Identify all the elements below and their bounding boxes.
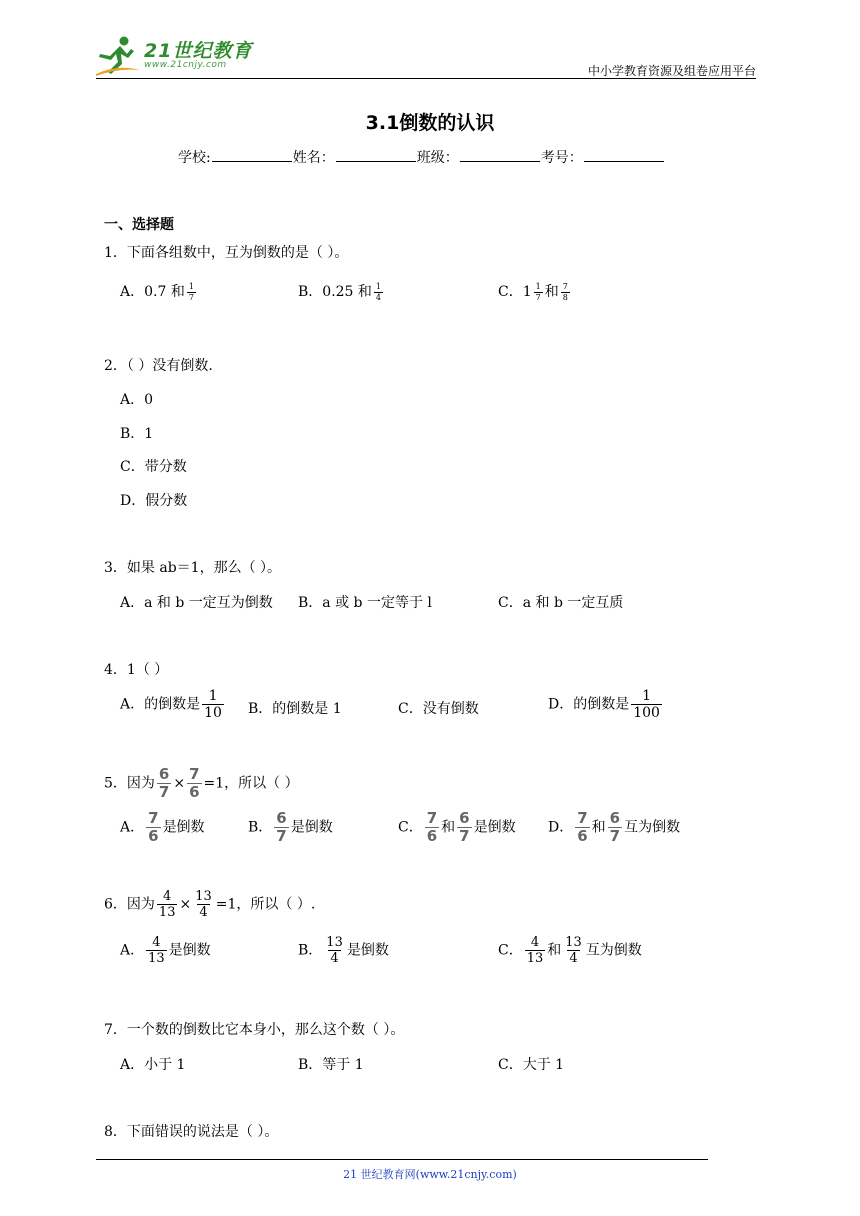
q6-option-c[interactable] [498, 936, 642, 965]
numerator: 7 [562, 281, 568, 291]
numerator: 7 [189, 765, 200, 783]
numerator: 1 [535, 281, 541, 291]
denominator: 13 [158, 905, 176, 920]
numerator: 4 [163, 889, 172, 904]
q6-b-text: 是倒数 [346, 942, 389, 959]
q6-stem-pre: 6．因为 [104, 896, 155, 913]
q6-c-and: 和 [547, 942, 562, 959]
q2-option-d[interactable]: D．假分数 [120, 493, 188, 509]
numerator: 13 [195, 889, 212, 904]
numerator: 1 [188, 281, 194, 291]
q5-fraction-1 [157, 767, 171, 800]
denominator: 6 [426, 827, 438, 845]
q6-c-text: 互为倒数 [585, 942, 642, 959]
denominator: 6 [189, 783, 200, 801]
numerator: 13 [565, 935, 582, 950]
numerator: 6 [459, 809, 470, 827]
denominator: 7 [535, 292, 541, 302]
q6-a-text: 是倒数 [168, 942, 211, 959]
name-label: 姓名： [292, 150, 335, 166]
q7-option-a[interactable]: A．小于 1 [120, 1057, 186, 1073]
q4-option-b[interactable]: B．的倒数是 1 [248, 701, 342, 717]
option-letter: A． [120, 942, 145, 959]
question-1-stem: 1．下面各组数中，互为倒数的是（ ）。 [104, 245, 349, 261]
footer-divider [96, 1159, 708, 1160]
question-8-stem: 8．下面错误的说法是（ ）。 [104, 1124, 279, 1140]
platform-label: 中小学教育资源及组卷应用平台 [587, 64, 756, 78]
q1-c-fraction-1 [534, 283, 543, 302]
q1-b-text: B．0.25 和 [298, 284, 372, 300]
numerator: 6 [276, 809, 287, 827]
q3-option-a[interactable]: A．a 和 b 一定互为倒数 [120, 595, 273, 611]
class-label: 班级： [416, 150, 459, 166]
denominator: 13 [148, 951, 165, 966]
q1-c-fraction-2 [561, 283, 570, 302]
q1-b-fraction [374, 283, 383, 302]
logo-url: www.21cnjy.com [144, 60, 227, 70]
numerator: 7 [148, 809, 159, 827]
q6-stem-post: =1，所以（ ）. [215, 896, 316, 913]
q4-option-c[interactable]: C．没有倒数 [398, 701, 479, 717]
q5-c-text: 是倒数 [473, 819, 516, 836]
numerator: 6 [158, 765, 170, 783]
q1-c-whole: 1 [522, 284, 532, 300]
q5-d-fraction-1 [575, 811, 589, 844]
q4-a-text: A．的倒数是 [120, 696, 201, 713]
denominator: 7 [459, 827, 470, 845]
student-info-line [178, 147, 665, 167]
numerator: 1 [208, 688, 218, 704]
denominator: 6 [577, 827, 588, 845]
q7-option-b[interactable]: B．等于 1 [298, 1057, 364, 1073]
logo-text: 21世纪教育 [144, 40, 253, 62]
q6-fraction-2 [193, 890, 214, 919]
class-blank[interactable] [460, 148, 540, 162]
q6-fraction-1 [157, 890, 178, 919]
q5-a-fraction [146, 811, 160, 844]
numerator: 4 [152, 935, 161, 950]
times-sign: × [173, 775, 186, 792]
q3-option-c[interactable]: C．a 和 b 一定互质 [498, 595, 624, 611]
numerator: 6 [609, 809, 621, 827]
q5-option-b[interactable] [248, 811, 333, 844]
denominator: 10 [204, 705, 222, 721]
question-7-stem: 7．一个数的倒数比它本身小，那么这个数（ ）。 [104, 1022, 405, 1038]
denominator: 4 [199, 905, 208, 920]
section-heading: 一、选择题 [104, 217, 174, 233]
q5-fraction-2 [187, 767, 201, 800]
question-3-stem: 3．如果 ab＝1，那么（ ）。 [104, 560, 282, 576]
q5-b-fraction [274, 811, 288, 844]
name-blank[interactable] [336, 148, 416, 162]
option-letter: C． [498, 942, 523, 959]
question-6-stem [104, 890, 315, 919]
denominator: 100 [633, 705, 660, 721]
q1-c-and: 和 [544, 284, 559, 300]
denominator: 4 [375, 292, 382, 302]
numerator: 1 [642, 688, 652, 704]
numerator: 4 [530, 935, 540, 950]
q4-d-fraction [631, 689, 662, 720]
q3-option-b[interactable]: B．a 或 b 一定等于 l [298, 595, 432, 611]
q5-option-a[interactable] [120, 811, 205, 844]
page-title: 3.1倒数的认识 [365, 112, 495, 134]
q2-option-c[interactable]: C．带分数 [120, 459, 187, 475]
q1-option-c[interactable] [498, 281, 572, 302]
q5-b-text: 是倒数 [290, 819, 333, 836]
header-divider [96, 78, 756, 79]
denominator: 7 [276, 827, 287, 845]
runner-logo-icon [94, 34, 142, 78]
q4-a-fraction [202, 689, 224, 720]
denominator: 4 [330, 951, 339, 966]
denominator: 4 [569, 951, 578, 966]
q5-option-c[interactable] [398, 811, 516, 844]
option-letter: B． [298, 942, 323, 959]
q2-option-b[interactable]: B．1 [120, 426, 154, 442]
exam-no-label: 考号： [540, 150, 583, 166]
numerator: 7 [426, 809, 438, 827]
q6-c-fraction-1 [525, 936, 546, 965]
q4-option-d[interactable] [548, 689, 664, 720]
q5-c-fraction-1 [425, 811, 439, 844]
footer-link[interactable]: 21 世纪教育网(www.21cnjy.com) [343, 1168, 517, 1181]
denominator: 8 [562, 292, 568, 302]
question-5-stem [104, 767, 299, 800]
question-2-stem: 2．（ ）没有倒数. [104, 358, 213, 374]
denominator: 7 [158, 783, 170, 801]
q1-a-text: A．0.7 和 [120, 284, 185, 300]
site-logo [94, 34, 264, 78]
option-letter: C． [398, 819, 423, 836]
question-4-stem: 4．1（ ） [104, 662, 169, 678]
q5-d-text: 互为倒数 [624, 819, 681, 836]
times-sign: × [179, 896, 192, 913]
q1-option-b[interactable] [298, 281, 385, 302]
option-letter: A． [120, 819, 145, 836]
q6-a-fraction [146, 936, 167, 965]
q5-a-text: 是倒数 [162, 819, 205, 836]
school-blank[interactable] [212, 148, 292, 162]
q5-option-d[interactable] [548, 811, 680, 844]
q5-d-and: 和 [591, 819, 606, 836]
q6-option-b[interactable] [298, 936, 389, 965]
q4-option-a[interactable] [120, 689, 226, 720]
exam-no-blank[interactable] [584, 148, 664, 162]
numerator: 13 [326, 935, 343, 950]
q1-a-fraction [187, 283, 196, 302]
q5-c-fraction-2 [457, 811, 471, 844]
q2-option-a[interactable]: A．0 [120, 392, 154, 408]
school-label: 学校: [178, 150, 211, 166]
q1-c-text: C． [498, 284, 523, 300]
q4-d-text: D．的倒数是 [548, 696, 630, 713]
numerator: 1 [375, 281, 382, 291]
denominator: 6 [148, 827, 159, 845]
q6-option-a[interactable] [120, 936, 211, 965]
option-letter: D． [548, 819, 574, 836]
option-letter: B． [248, 819, 273, 836]
q5-stem-pre: 5．因为 [104, 775, 155, 792]
q1-option-a[interactable] [120, 281, 198, 302]
q6-c-fraction-2 [563, 936, 584, 965]
denominator: 7 [609, 827, 621, 845]
q5-stem-post: =1，所以（ ） [203, 775, 299, 792]
denominator: 7 [188, 292, 194, 302]
q6-b-fraction [324, 936, 345, 965]
denominator: 13 [526, 951, 544, 966]
q7-option-c[interactable]: C．大于 1 [498, 1057, 565, 1073]
q5-c-and: 和 [441, 819, 456, 836]
numerator: 7 [577, 809, 588, 827]
q5-d-fraction-2 [608, 811, 622, 844]
